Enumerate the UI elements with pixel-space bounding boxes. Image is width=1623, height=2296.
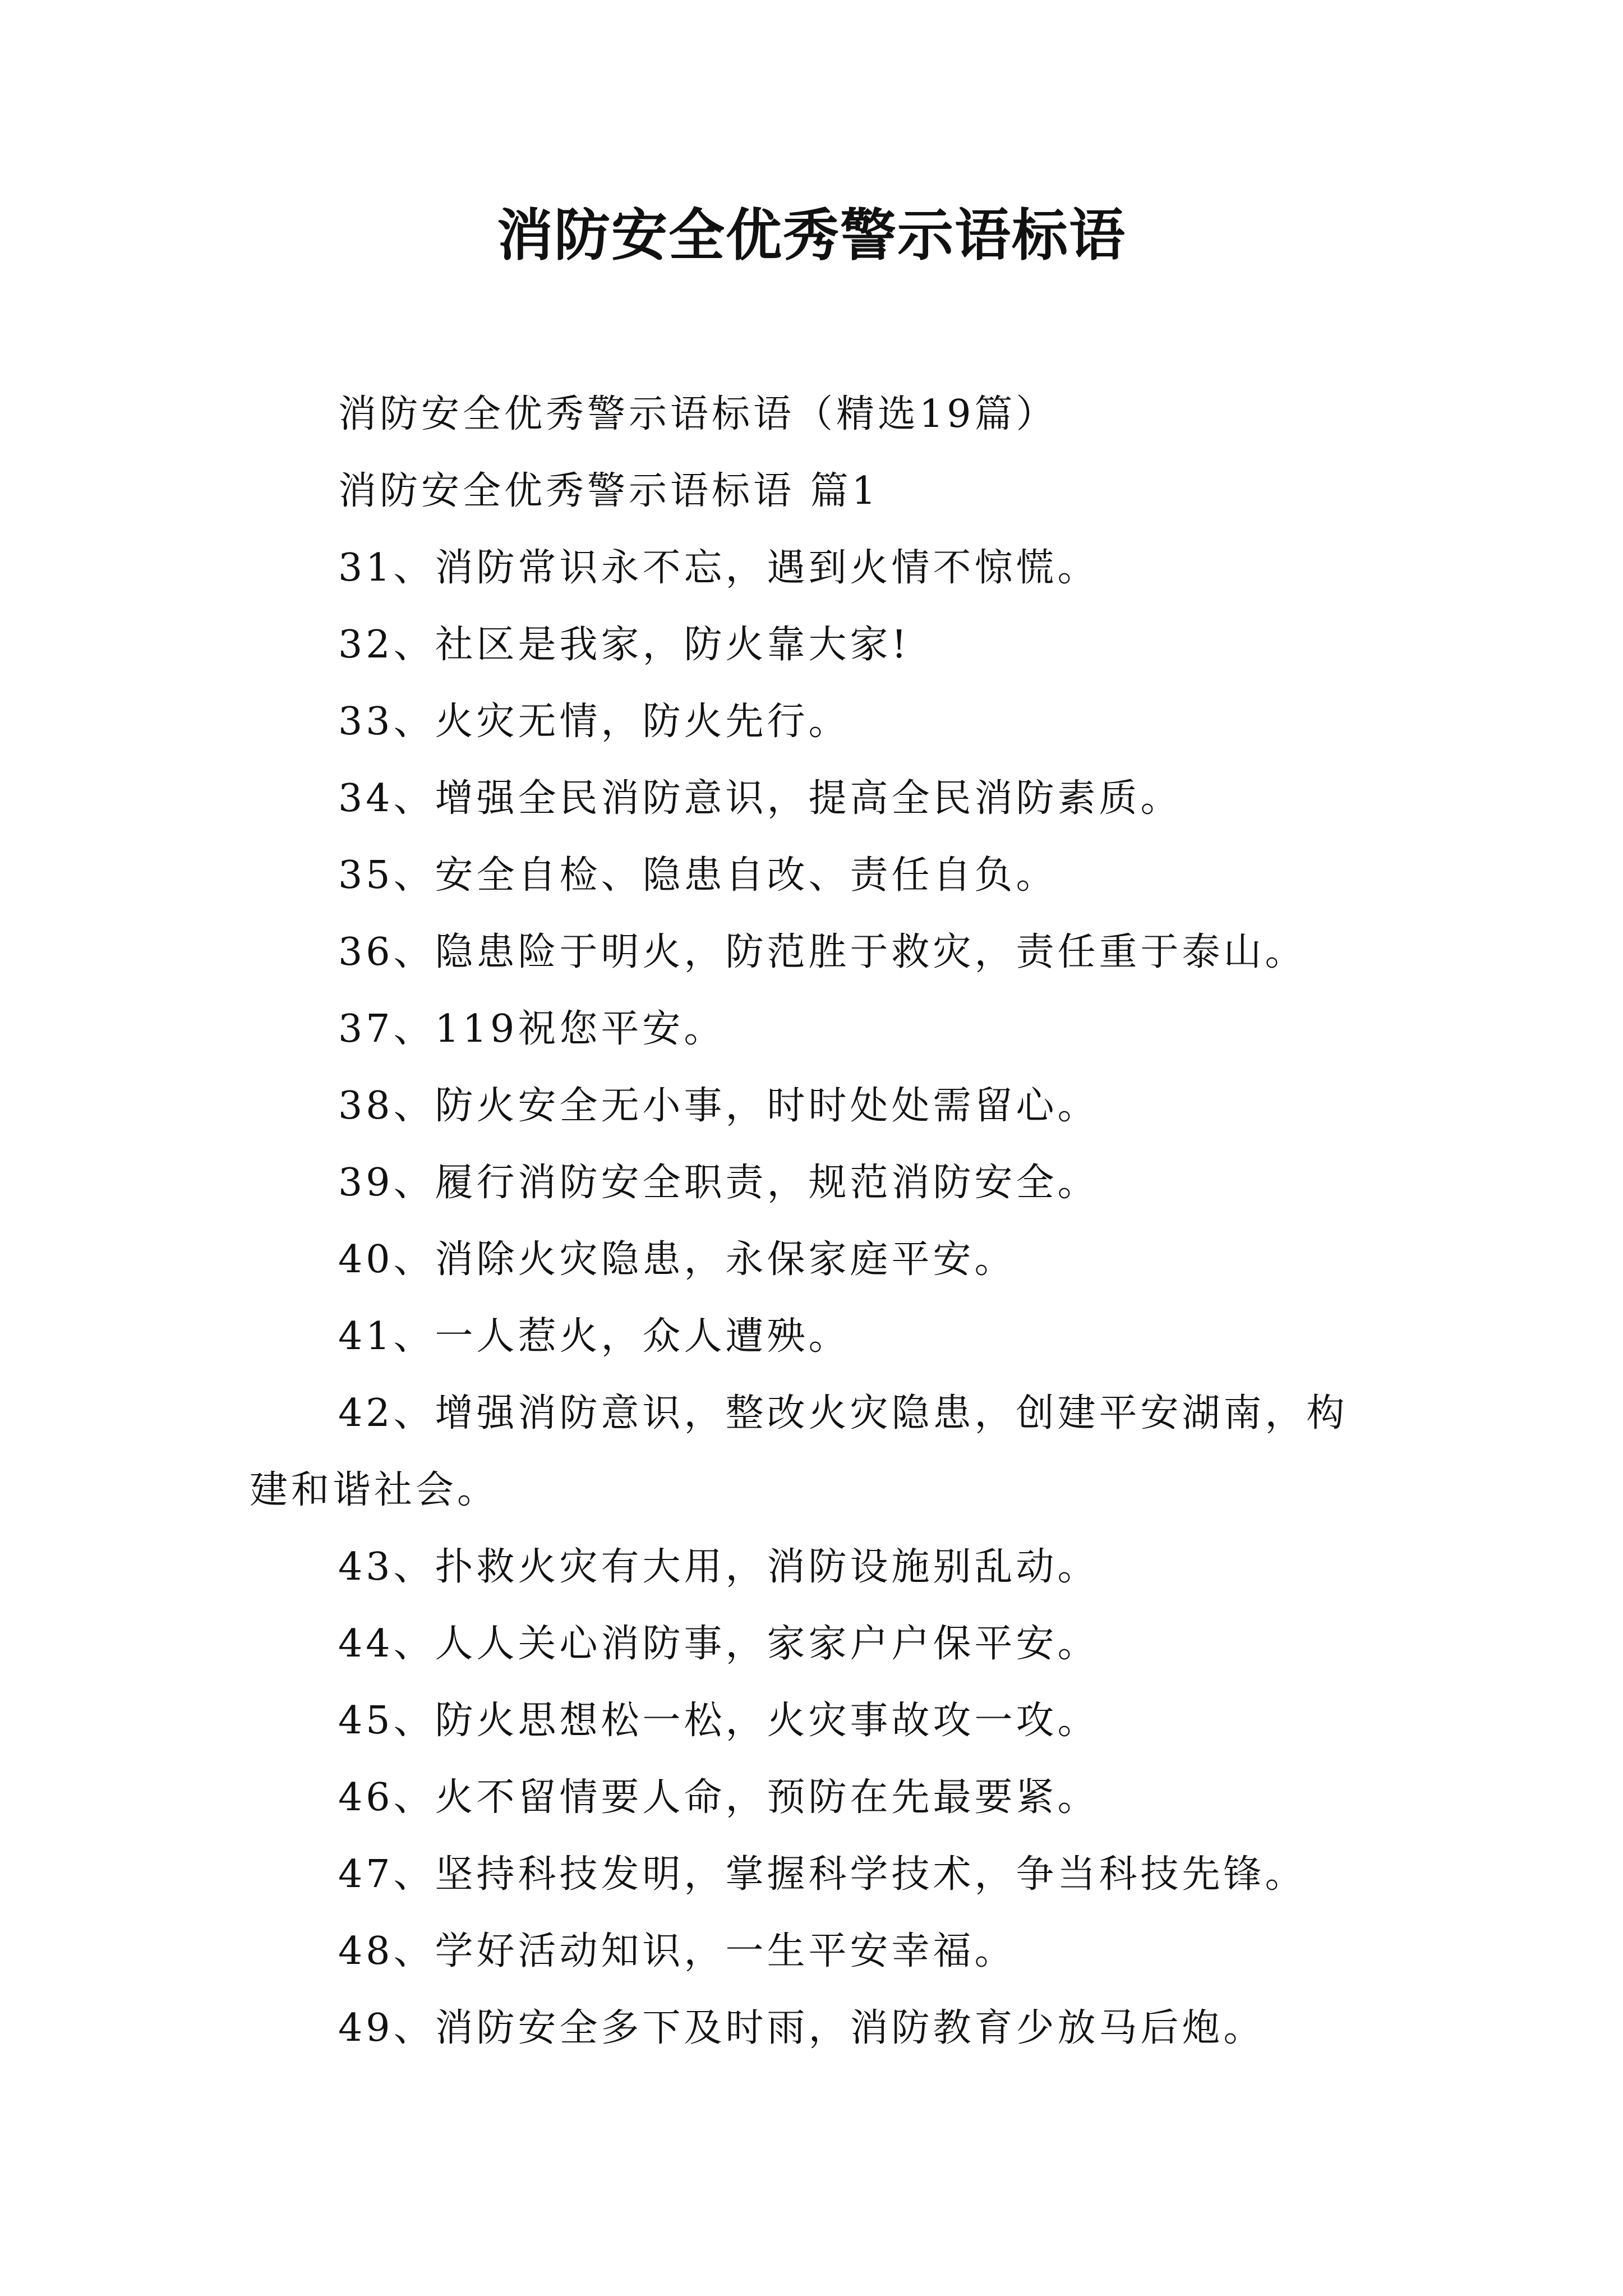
slogan-item: 37、119祝您平安。 bbox=[338, 1007, 726, 1051]
slogan-item: 48、学好活动知识，一生平安幸福。 bbox=[338, 1929, 1016, 1973]
slogan-item: 35、安全自检、隐患自改、责任自负。 bbox=[338, 853, 1058, 898]
slogan-item: 34、增强全民消防意识，提高全民消防素质。 bbox=[338, 776, 1182, 821]
document-body bbox=[250, 376, 1377, 2067]
slogan-item: 46、火不留情要人命，预防在先最要紧。 bbox=[338, 1775, 1099, 1820]
slogan-item: 40、消除火灾隐患，永保家庭平安。 bbox=[338, 1237, 1016, 1282]
slogan-item: 32、社区是我家，防火靠大家! bbox=[338, 623, 910, 667]
slogan-item: 33、火灾无情，防火先行。 bbox=[338, 700, 850, 744]
slogan-item: 39、履行消防安全职责，规范消防安全。 bbox=[338, 1161, 1099, 1205]
slogan-item: 49、消防安全多下及时雨，消防教育少放马后炮。 bbox=[338, 2006, 1265, 2050]
slogan-item: 31、消防常识永不忘，遇到火情不惊慌。 bbox=[338, 546, 1099, 590]
slogan-item: 36、隐患险于明火，防范胜于救灾，责任重于泰山。 bbox=[338, 930, 1307, 974]
slogan-item: 38、防火安全无小事，时时处处需留心。 bbox=[338, 1084, 1099, 1128]
slogan-item: 45、防火思想松一松，火灾事故攻一攻。 bbox=[338, 1699, 1099, 1743]
section-heading: 消防安全优秀警示语标语 篇1 bbox=[338, 469, 879, 513]
document-title: 消防安全优秀警示语标语 bbox=[497, 203, 1126, 268]
slogan-item: 43、扑救火灾有大用，消防设施别乱动。 bbox=[338, 1545, 1099, 1589]
slogan-item: 47、坚持科技发明，掌握科学技术，争当科技先锋。 bbox=[338, 1852, 1307, 1897]
slogan-item: 42、增强消防意识，整改火灾隐患，创建平安湖南，构建和谐社会。 bbox=[250, 1391, 1348, 1512]
subtitle-paragraph: 消防安全优秀警示语标语（精选19篇） bbox=[338, 392, 1058, 436]
slogan-item: 44、人人关心消防事，家家户户保平安。 bbox=[338, 1622, 1099, 1666]
slogan-item: 41、一人惹火，众人遭殃。 bbox=[338, 1314, 850, 1359]
